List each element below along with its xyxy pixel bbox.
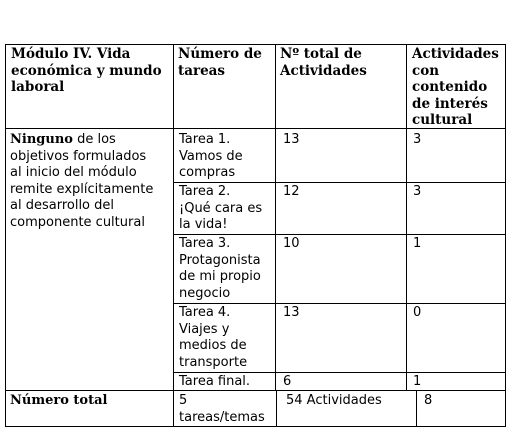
task-cultural-activities: 3 bbox=[413, 184, 422, 199]
column-divider bbox=[173, 44, 174, 427]
table-border-bottom bbox=[5, 426, 506, 427]
task-cultural-activities: 1 bbox=[413, 374, 422, 389]
task-cultural-activities: 3 bbox=[413, 132, 422, 147]
column-divider bbox=[276, 390, 277, 427]
task-name: Tarea 2. ¡Qué cara es la vida! bbox=[179, 184, 263, 232]
task-name: Tarea 4. Viajes y medios de transporte bbox=[179, 305, 248, 370]
row-divider bbox=[173, 182, 506, 183]
footer-cultural-total: 8 bbox=[424, 393, 433, 408]
footer-task-total: 5 tareas/temas bbox=[179, 393, 265, 425]
task-total-activities: 12 bbox=[283, 184, 300, 199]
column-divider bbox=[406, 44, 407, 390]
header-cultural-activities: Actividades con contenido de interés cultural bbox=[412, 46, 499, 128]
task-total-activities: 10 bbox=[283, 236, 300, 251]
task-total-activities: 13 bbox=[283, 132, 300, 147]
task-total-activities: 6 bbox=[283, 374, 292, 389]
row-divider bbox=[173, 234, 506, 235]
objective-note-bold: Ninguno bbox=[10, 132, 73, 147]
objective-note bbox=[10, 132, 153, 231]
task-name: Tarea final. bbox=[179, 374, 251, 389]
row-divider bbox=[173, 372, 506, 373]
task-name: Tarea 1. Vamos de compras bbox=[179, 132, 243, 180]
task-total-activities: 13 bbox=[283, 305, 300, 320]
header-module: Módulo IV. Vida económica y mundo laboral bbox=[11, 46, 162, 95]
table-border-left bbox=[5, 44, 6, 427]
objective-note-text: de los objetivos formulados al inicio del módulo remite explícitamente al desarrollo del componente cultural bbox=[10, 132, 154, 230]
row-divider bbox=[173, 303, 506, 304]
column-divider bbox=[275, 44, 276, 390]
task-cultural-activities: 1 bbox=[413, 236, 422, 251]
footer-divider bbox=[5, 390, 506, 391]
task-name: Tarea 3. Protagonista de mi propio negocio bbox=[179, 236, 261, 301]
footer-label: Número total bbox=[10, 393, 108, 408]
header-task-count: Número de tareas bbox=[178, 46, 262, 79]
header-total-activities: Nº total de Actividades bbox=[280, 46, 367, 79]
table-border-top bbox=[5, 44, 506, 45]
table-border-right bbox=[505, 44, 506, 427]
footer-activities-total: 54 Actividades bbox=[286, 393, 382, 408]
task-cultural-activities: 0 bbox=[413, 305, 422, 320]
column-divider bbox=[416, 390, 417, 427]
